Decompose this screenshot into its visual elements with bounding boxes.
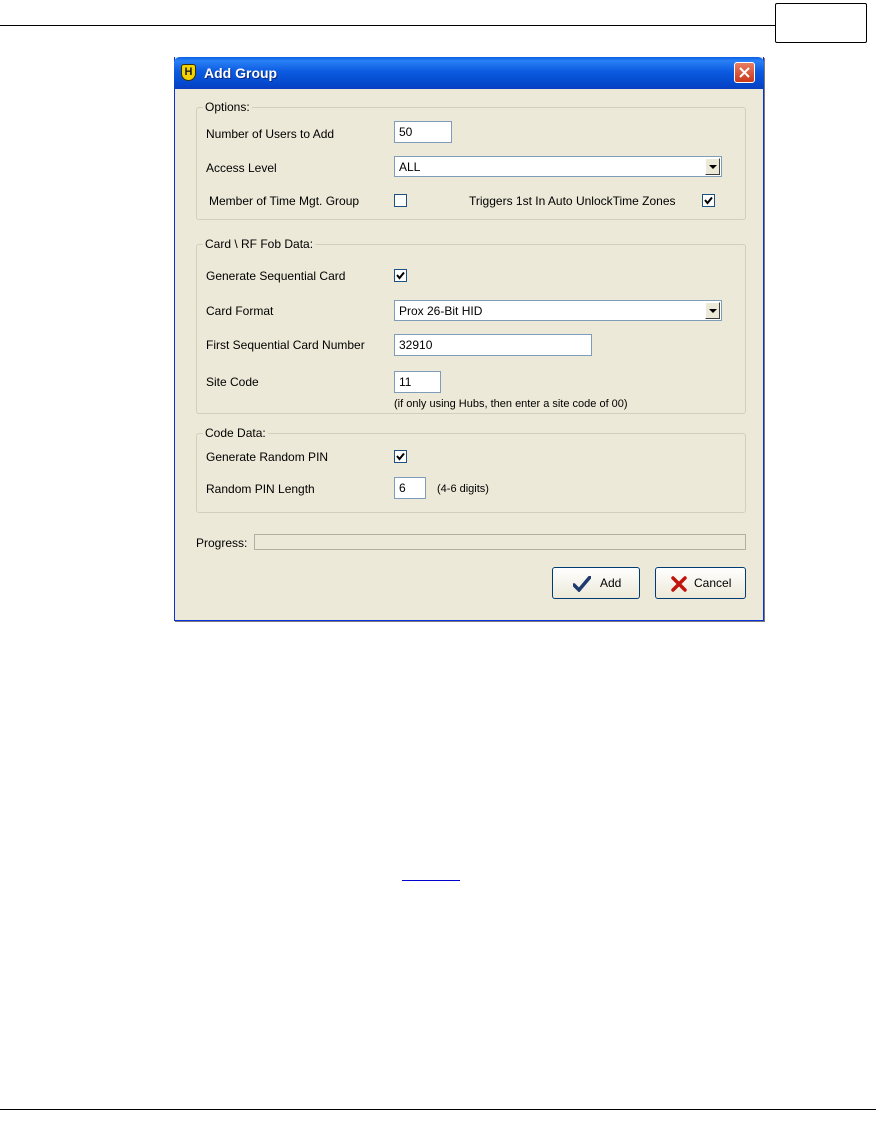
num-users-label: Number of Users to Add <box>206 127 335 141</box>
site-code-hint: (if only using Hubs, then enter a site code of 00) <box>394 398 628 410</box>
checkmark-icon <box>704 196 713 205</box>
triggers-label: Triggers 1st In Auto UnlockTime Zones <box>469 194 676 208</box>
close-icon <box>739 67 750 78</box>
title-bar[interactable] <box>174 57 764 89</box>
dialog-title: Add Group <box>204 65 278 81</box>
gen-random-pin-checkbox[interactable] <box>394 450 407 463</box>
access-level-label: Access Level <box>206 161 277 175</box>
checkmark-icon <box>396 271 405 280</box>
card-format-select[interactable] <box>394 300 722 321</box>
hyperlink-underline[interactable] <box>402 880 460 881</box>
triggers-checkbox[interactable] <box>702 194 715 207</box>
code-data-legend: Code Data: <box>205 426 266 440</box>
gen-seq-card-label: Generate Sequential Card <box>206 269 346 283</box>
progress-label: Progress: <box>196 536 248 550</box>
add-button-label: Add <box>600 576 622 590</box>
checkmark-icon <box>573 576 591 592</box>
cancel-button[interactable] <box>655 567 746 599</box>
code-data-group <box>196 426 746 513</box>
card-legend: Card \ RF Fob Data: <box>205 237 314 251</box>
pin-length-input[interactable] <box>394 477 426 499</box>
card-format-value: Prox 26-Bit HID <box>399 304 483 318</box>
access-level-select[interactable] <box>394 156 722 177</box>
site-code-input[interactable] <box>394 371 441 393</box>
time-mgt-checkbox[interactable] <box>394 194 407 207</box>
pin-length-label: Random PIN Length <box>206 482 315 496</box>
pin-length-hint: (4-6 digits) <box>437 483 489 495</box>
access-level-value: ALL <box>399 160 421 174</box>
num-users-input[interactable] <box>394 121 452 143</box>
site-code-label: Site Code <box>206 375 259 389</box>
dropdown-arrow-icon[interactable] <box>705 158 720 175</box>
first-card-number-label: First Sequential Card Number <box>206 338 365 352</box>
card-format-label: Card Format <box>206 304 274 318</box>
gen-random-pin-label: Generate Random PIN <box>206 450 329 464</box>
progress-bar <box>254 534 746 550</box>
app-shield-icon: H <box>181 64 196 81</box>
add-button[interactable] <box>552 567 640 599</box>
page-footer-rule <box>0 1109 876 1110</box>
close-button[interactable] <box>734 62 755 83</box>
first-card-number-input[interactable] <box>394 334 592 356</box>
add-group-dialog <box>174 57 764 621</box>
page-header-rule <box>0 25 776 26</box>
gen-seq-card-checkbox[interactable] <box>394 269 407 282</box>
x-cancel-icon <box>671 576 687 592</box>
time-mgt-label: Member of Time Mgt. Group <box>209 194 360 208</box>
page-number-box <box>775 3 867 43</box>
cancel-button-label: Cancel <box>694 576 732 590</box>
dropdown-arrow-icon[interactable] <box>705 302 720 319</box>
options-legend: Options: <box>205 100 250 114</box>
checkmark-icon <box>396 452 405 461</box>
